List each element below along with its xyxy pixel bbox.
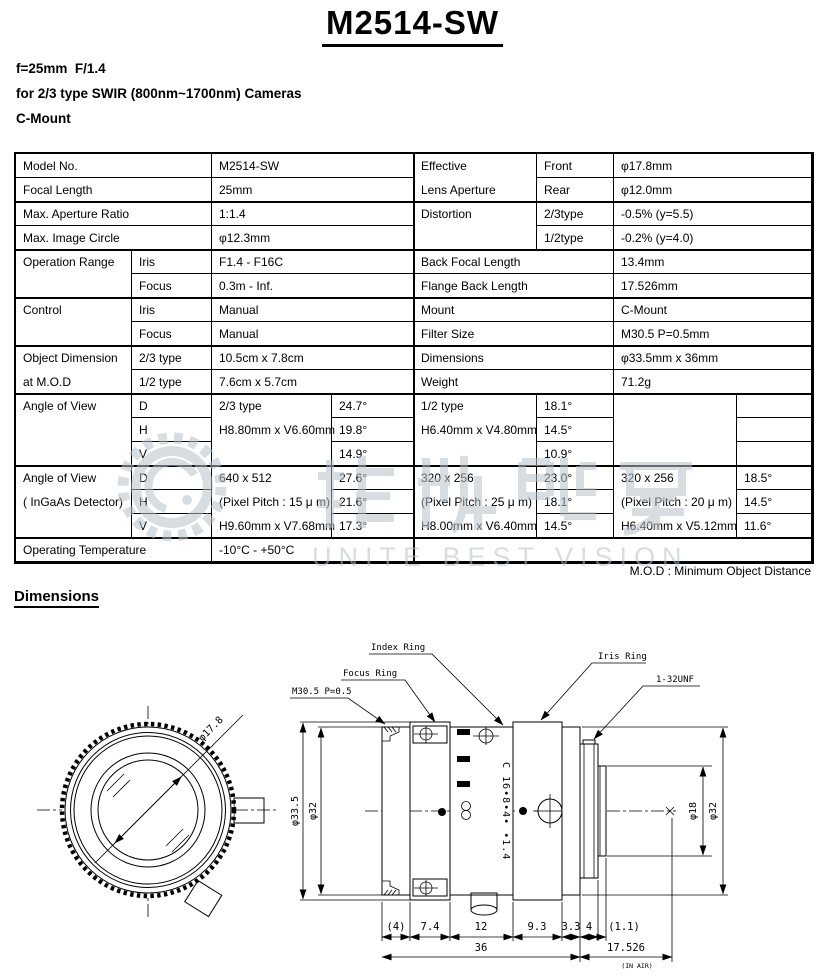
dimensions-heading: Dimensions — [14, 588, 99, 608]
table-cell: D — [132, 466, 212, 490]
table-cell: 21.6° — [332, 490, 414, 514]
table-cell: 1/2type — [537, 226, 614, 250]
table-cell: 10.9° — [537, 442, 614, 466]
table-cell: H — [132, 490, 212, 514]
label-focus-ring: Focus Ring — [343, 669, 398, 679]
rear-element — [598, 766, 606, 856]
table-cell: φ12.3mm — [212, 226, 414, 250]
label-filter-thread: M30.5 P=0.5 — [292, 687, 352, 697]
label-iris-ring: Iris Ring — [598, 652, 647, 662]
table-note: M.O.D : Minimum Object Distance — [629, 564, 811, 578]
table-cell: 18.1° — [537, 490, 614, 514]
table-cell: Flange Back Length — [414, 274, 614, 298]
label-mount-thread: 1-32UNF — [656, 675, 694, 685]
table-cell: 18.5° — [737, 466, 812, 490]
dimension-row1 — [382, 921, 640, 937]
dim-in-air-note: (IN AIR) — [621, 962, 653, 970]
c-mount-thread — [580, 740, 598, 878]
table-cell — [614, 394, 737, 466]
table-cell: Distortion — [414, 202, 537, 250]
dim-9-3: 9.3 — [527, 921, 547, 933]
table-cell: 320 x 256 (Pixel Pitch : 25 μ m) H8.00mm x V6.40mm — [414, 466, 537, 538]
table-cell: M30.5 P=0.5mm — [614, 322, 812, 346]
table-cell: 1:1.4 — [212, 202, 414, 226]
table-cell: 2/3type — [537, 202, 614, 226]
table-cell: 14.5° — [737, 490, 812, 514]
table-cell: D — [132, 394, 212, 418]
fstop-scale-text: C 16•8•4• •1.4 — [500, 762, 511, 861]
table-cell: Max. Aperture Ratio — [16, 202, 212, 226]
dim-3-3: 3.3 — [561, 921, 581, 933]
table-cell: Iris — [132, 298, 212, 322]
table-cell: Rear — [537, 178, 614, 202]
table-cell: H — [132, 418, 212, 442]
dim-4f: (4) — [386, 921, 406, 933]
table-cell: Effective Lens Aperture — [414, 154, 537, 202]
table-cell: 27.6° — [332, 466, 414, 490]
table-cell: 2/3 type H8.80mm x V6.60mm — [212, 394, 332, 466]
table-cell: V — [132, 514, 212, 538]
dim-12: 12 — [474, 921, 488, 933]
table-cell: Dimensions — [414, 346, 614, 370]
table-cell: Focus — [132, 322, 212, 346]
table-cell: M2514-SW — [212, 154, 414, 178]
table-cell: 1/2 type — [132, 370, 212, 394]
table-cell: Max. Image Circle — [16, 226, 212, 250]
table-cell: Operation Range — [16, 250, 132, 298]
table-cell: 13.4mm — [614, 250, 812, 274]
table-cell: Angle of View ( InGaAs Detector) — [16, 466, 132, 538]
table-cell: Manual — [212, 298, 414, 322]
table-cell: C-Mount — [614, 298, 812, 322]
table-cell: 71.2g — [614, 370, 812, 394]
subtitle-sensor: for 2/3 type SWIR (800nm~1700nm) Cameras — [16, 86, 302, 101]
front-side-screw — [234, 798, 264, 823]
watermark-latin-text: UNITE BEST VISION — [312, 542, 689, 572]
table-cell: 18.1° — [537, 394, 614, 418]
table-cell: 24.7° — [332, 394, 414, 418]
label-index-ring: Index Ring — [371, 643, 426, 653]
table-cell: Back Focal Length — [414, 250, 614, 274]
table-cell: Object Dimension at M.O.D — [16, 346, 132, 394]
dim-7-4: 7.4 — [420, 921, 440, 933]
table-cell — [737, 394, 812, 418]
table-cell: 14.5° — [537, 514, 614, 538]
label-barrel-diameter-left: φ32 — [308, 801, 319, 821]
table-cell: 0.3m - Inf. — [212, 274, 414, 298]
title-wrap — [0, 4, 825, 47]
table-cell: Mount — [414, 298, 614, 322]
table-cell: 17.526mm — [614, 274, 812, 298]
label-outer-diameter: φ33.5 — [290, 795, 301, 827]
dim-total-36: 36 — [474, 942, 488, 954]
dim-4: 4 — [585, 921, 593, 933]
table-cell: Manual — [212, 322, 414, 346]
label-front-diameter: φ17.8 — [196, 714, 226, 744]
table-cell: 14.5° — [537, 418, 614, 442]
table-cell: Front — [537, 154, 614, 178]
table-middle-divider — [413, 154, 415, 562]
table-cell: Iris — [132, 250, 212, 274]
dimensions-drawing — [0, 615, 825, 975]
spec-table — [14, 152, 814, 564]
table-cell: 25mm — [212, 178, 414, 202]
table-cell: 640 x 512 (Pixel Pitch : 15 μ m) H9.60mm x V7.68mm — [212, 466, 332, 538]
rear-barrel-section — [562, 727, 580, 895]
table-cell: -0.5% (y=5.5) — [614, 202, 812, 226]
table-cell: 10.5cm x 7.8cm — [212, 346, 414, 370]
table-cell: 11.6° — [737, 514, 812, 538]
table-cell: 23.0° — [537, 466, 614, 490]
table-cell: φ17.8mm — [614, 154, 812, 178]
table-cell: 19.8° — [332, 418, 414, 442]
table-cell: Operating Temperature — [16, 538, 212, 562]
label-rear-diameter: φ18 — [688, 801, 699, 821]
table-cell: φ33.5mm x 36mm — [614, 346, 812, 370]
table-cell: Focal Length — [16, 178, 212, 202]
table-cell — [737, 418, 812, 442]
table-cell: Focus — [132, 274, 212, 298]
table-cell: 1/2 type H6.40mm x V4.80mm — [414, 394, 537, 466]
table-cell: 17.3° — [332, 514, 414, 538]
table-cell: 14.9° — [332, 442, 414, 466]
table-cell: V — [132, 442, 212, 466]
dim-flange-back: 17.526 — [607, 942, 645, 954]
table-cell: 7.6cm x 5.7cm — [212, 370, 414, 394]
table-cell — [737, 442, 812, 466]
table-cell: 320 x 256 (Pixel Pitch : 20 μ m) H6.40mm x V5.12mm — [614, 466, 737, 538]
table-cell: -10°C - +50°C — [212, 538, 812, 562]
table-cell: Weight — [414, 370, 614, 394]
lens-side-view — [290, 643, 728, 970]
table-cell: Angle of View — [16, 394, 132, 466]
subtitle-mount: C-Mount — [16, 111, 71, 126]
table-cell: Filter Size — [414, 322, 614, 346]
dim-1-1: (1.1) — [608, 921, 640, 933]
lock-thumb-screw — [471, 893, 497, 915]
table-cell: φ12.0mm — [614, 178, 812, 202]
front-barrel-section — [382, 727, 410, 895]
table-cell: F1.4 - F16C — [212, 250, 414, 274]
table-cell: Model No. — [16, 154, 212, 178]
label-barrel-diameter-right: φ32 — [708, 801, 719, 821]
table-cell: -0.2% (y=4.0) — [614, 226, 812, 250]
page-title: M2514-SW — [322, 4, 503, 47]
subtitle-focal: f=25mm F/1.4 — [16, 61, 106, 76]
table-cell: 2/3 type — [132, 346, 212, 370]
table-cell: Control — [16, 298, 132, 346]
dimension-row2 — [382, 942, 672, 970]
lens-front-view — [37, 706, 277, 918]
leader-labels — [290, 643, 700, 739]
